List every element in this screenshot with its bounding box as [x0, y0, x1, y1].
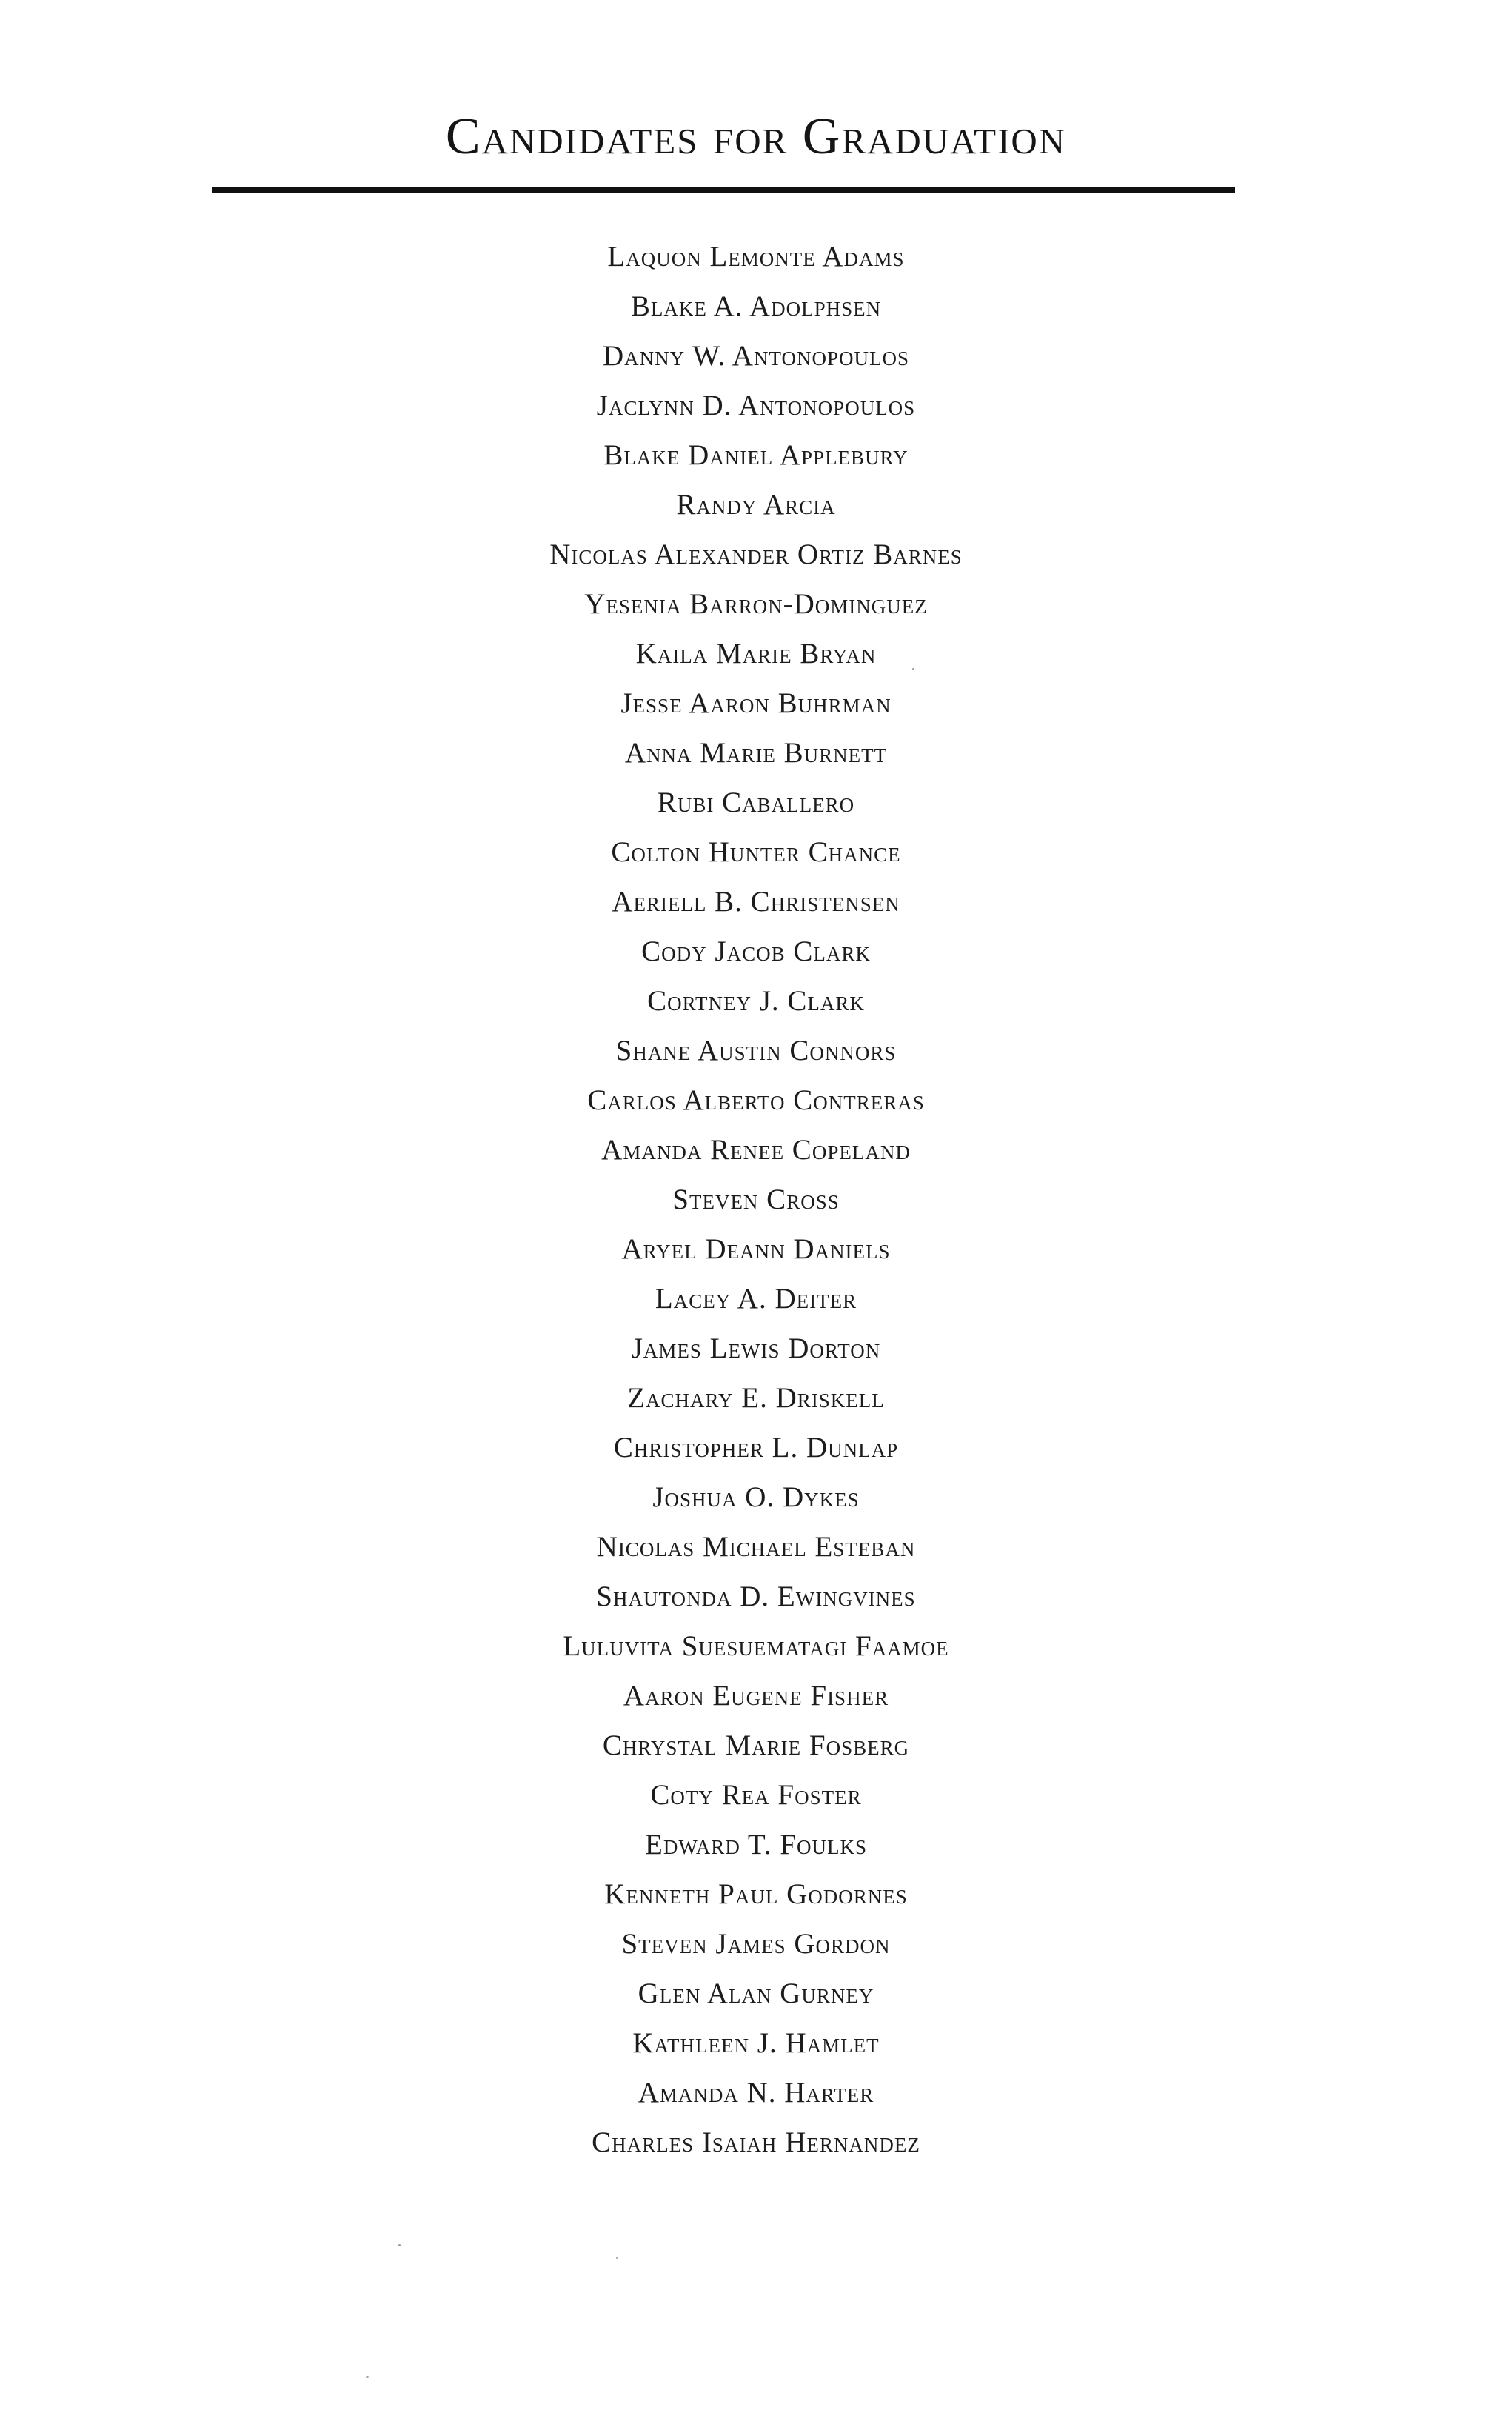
scan-speck	[366, 2376, 369, 2378]
candidate-name: Colton Hunter Chance	[611, 836, 901, 868]
candidate-name: Randy Arcia	[676, 489, 836, 521]
candidate-name: Laquon Lemonte Adams	[607, 241, 905, 273]
candidate-name: Rubi Caballero	[657, 787, 855, 818]
candidate-list	[0, 232, 1512, 2167]
candidate-name: Aaron Eugene Fisher	[623, 1680, 889, 1712]
candidate-name: Zachary E. Driskell	[627, 1382, 885, 1414]
candidate-name: Amanda Renee Copeland	[601, 1134, 911, 1166]
candidate-name: Nicolas Alexander Ortiz Barnes	[549, 538, 963, 570]
candidate-name: Shautonda D. Ewingvines	[596, 1581, 916, 1612]
candidate-name: Lacey A. Deiter	[655, 1283, 857, 1315]
candidate-name: Steven James Gordon	[621, 1928, 891, 1960]
candidate-name: Cody Jacob Clark	[641, 935, 871, 967]
candidate-name: Amanda N. Harter	[638, 2077, 874, 2109]
candidate-name: Danny W. Antonopoulos	[603, 340, 909, 372]
scan-speck	[616, 2257, 618, 2259]
candidate-name: Jesse Aaron Buhrman	[620, 687, 892, 719]
candidate-name: Anna Marie Burnett	[624, 737, 888, 769]
scan-speck	[912, 668, 914, 670]
candidate-name: Coty Rea Foster	[650, 1779, 862, 1811]
candidate-name: Blake Daniel Applebury	[603, 439, 909, 471]
candidate-name: Aryel Deann Daniels	[621, 1233, 891, 1265]
candidate-name: Cortney J. Clark	[647, 985, 865, 1017]
candidate-name: Joshua O. Dykes	[652, 1481, 860, 1513]
candidate-name: Kathleen J. Hamlet	[632, 2027, 880, 2059]
candidate-name: Charles Isaiah Hernandez	[592, 2126, 920, 2158]
candidate-name: Kaila Marie Bryan	[635, 638, 877, 670]
candidate-name: Chrystal Marie Fosberg	[602, 1729, 910, 1761]
candidate-name: Steven Cross	[672, 1184, 840, 1215]
candidate-name: Jaclynn D. Antonopoulos	[596, 390, 916, 421]
candidate-name: Shane Austin Connors	[615, 1035, 897, 1067]
candidate-name: Glen Alan Gurney	[638, 1978, 874, 2009]
scan-speck	[398, 2244, 401, 2246]
candidate-name: Nicolas Michael Esteban	[596, 1531, 916, 1563]
page-title: Candidates for Graduation	[445, 108, 1067, 165]
candidate-name: Yesenia Barron-Dominguez	[584, 588, 928, 620]
candidate-name: James Lewis Dorton	[631, 1332, 881, 1364]
candidate-name: Edward T. Foulks	[645, 1829, 867, 1860]
candidate-name: Blake A. Adolphsen	[630, 290, 882, 322]
candidate-name: Carlos Alberto Contreras	[587, 1084, 925, 1116]
candidate-name: Kenneth Paul Godornes	[604, 1878, 908, 1910]
candidate-name: Luluvita Suesuematagi Faamoe	[563, 1630, 949, 1662]
title-underline	[212, 187, 1235, 193]
candidate-name: Aeriell B. Christensen	[612, 886, 900, 918]
candidate-name: Christopher L. Dunlap	[613, 1432, 899, 1464]
